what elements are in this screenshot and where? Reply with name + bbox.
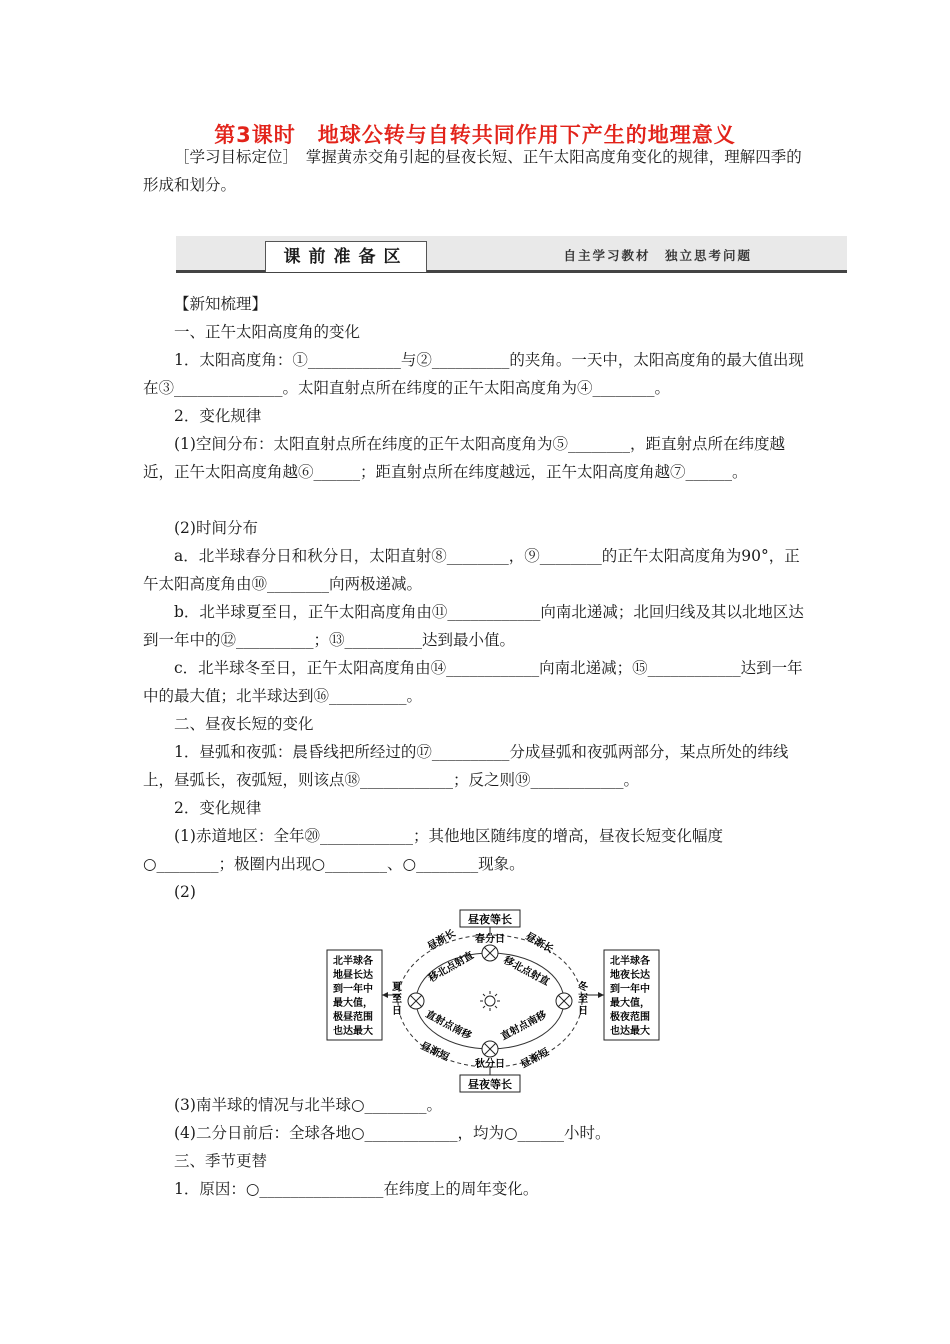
winter-solstice-label	[578, 980, 589, 1017]
inner-label-bl: 直射点南移	[423, 1008, 473, 1043]
inner-label-br: 直射点南移	[499, 1009, 549, 1043]
item-1-2-1: (1)空间分布：太阳直射点所在纬度的正午太阳高度角为⑤________，距直射点所在纬度越近，正午太阳高度角越⑥______；距直射点所在纬度越远，正午太阳高度角越⑦______。	[143, 435, 785, 481]
item-1-2: 2．变化规律	[174, 407, 262, 425]
item-2-2-3: (3)南半球的情况与北半球○________。	[174, 1096, 442, 1114]
inner-label-tr: 移北点射直	[501, 954, 551, 989]
summer-solstice-label	[392, 980, 402, 1017]
section-tag: 【新知梳理】	[174, 295, 268, 313]
left-box-line: 到一年中	[333, 984, 373, 995]
left-box-line: 最大值，	[333, 998, 373, 1009]
outer-label-bl: 昼渐短	[418, 1040, 451, 1064]
winter-label-text-char: 至	[578, 994, 588, 1005]
right-box-line: 极夜范围	[610, 1012, 650, 1023]
item-2-2-1: (1)赤道地区：全年⑳____________；其他地区随纬度的增高，昼夜长短变化幅度○________；极圈内出现○________、○________现象。	[143, 827, 723, 873]
earth-winter-icon	[556, 993, 572, 1009]
item-2-1: 1．昼弧和夜弧：晨昏线把所经过的⑰__________分成昼弧和夜弧两部分，某点所处的纬线上，昼弧长，夜弧短，则该点⑱____________；反之则⑲____________。	[143, 743, 789, 789]
outer-label-br: 昼渐短	[519, 1046, 551, 1071]
left-arrowhead	[382, 992, 388, 998]
item-c: c．北半球冬至日，正午太阳高度角由⑭____________向南北递减；⑮____________达到一年中的最大值；北半球达到⑯__________。	[143, 659, 803, 705]
section-banner	[176, 236, 847, 274]
summer-label-text-char: 日	[392, 1006, 402, 1017]
right-arrowhead	[598, 992, 604, 998]
item-2-2-4: (4)二分日前后：全球各地○____________，均为○______小时。	[174, 1124, 611, 1142]
earth-autumn-icon	[482, 1041, 498, 1057]
diagram-svg	[325, 908, 665, 1096]
right-box-line: 到一年中	[610, 984, 650, 995]
summer-label-text-char: 至	[392, 994, 402, 1005]
right-box-line: 最大值，	[610, 998, 650, 1009]
summer-label-text-char: 夏	[392, 982, 402, 993]
winter-label-text-char: 日	[578, 1006, 588, 1017]
inner-orbit	[416, 953, 564, 1049]
heading-2: 二、昼夜长短的变化	[174, 715, 314, 733]
autumn-equinox-label: 秋分日	[475, 1059, 505, 1070]
earth-summer-icon	[408, 993, 424, 1009]
left-box-line: 北半球各	[333, 956, 373, 967]
heading-3: 三、季节更替	[174, 1152, 268, 1170]
top-label: 昼夜等长	[468, 913, 512, 926]
right-box-line: 也达最大	[610, 1026, 650, 1037]
heading-1: 一、正午太阳高度角的变化	[174, 323, 361, 341]
right-box-line: 地夜长达	[610, 970, 650, 981]
day-night-diagram	[325, 908, 665, 1100]
banner-label: 课前准备区	[265, 241, 427, 272]
inner-label-tl: 移北点射直	[427, 950, 476, 985]
lesson-title: 第3课时 地球公转与自转共同作用下产生的地理意义	[214, 123, 736, 147]
outer-label-tr: 昼渐长	[523, 931, 555, 956]
item-1-1: 1．太阳高度角：①____________与②__________的夹角。一天中，太阳高度角的最大值出现在③______________。太阳直射点所在纬度的正午太阳高度角为④________。	[143, 351, 804, 397]
left-box-line: 也达最大	[333, 1026, 373, 1037]
bottom-label: 昼夜等长	[468, 1078, 512, 1091]
item-a: a．北半球春分日和秋分日，太阳直射⑧________，⑨________的正午太阳高度角为90°，正午太阳高度角由⑩________向两极递减。	[143, 547, 800, 593]
item-2-2: 2．变化规律	[174, 799, 262, 817]
earth-spring-icon	[482, 945, 498, 961]
item-1-2-2: (2)时间分布	[174, 519, 258, 537]
right-box-line: 北半球各	[610, 956, 650, 967]
outer-label-tl: 昼渐长	[426, 928, 458, 953]
banner-subtitle: 自主学习教材 独立思考问题	[563, 248, 752, 263]
item-2-2-2: (2)	[174, 883, 196, 901]
spring-equinox-label: 春分日	[475, 934, 505, 945]
left-box-line: 地昼长达	[333, 970, 373, 981]
winter-label-text-char: 冬	[578, 982, 588, 993]
learning-objective: ［学习目标定位］ 掌握黄赤交角引起的昼夜长短、正午太阳高度角变化的规律，理解四季的形成和划分。	[143, 148, 802, 194]
sun-icon	[485, 996, 495, 1006]
left-box-line: 极昼范围	[333, 1012, 373, 1023]
item-3-1: 1．原因：○________________在纬度上的周年变化。	[174, 1180, 539, 1198]
sun-rays	[480, 991, 500, 1011]
item-b: b．北半球夏至日，正午太阳高度角由⑪____________向南北递减；北回归线及其以北地区达到一年中的⑫__________；⑬__________达到最小值。	[143, 603, 804, 649]
